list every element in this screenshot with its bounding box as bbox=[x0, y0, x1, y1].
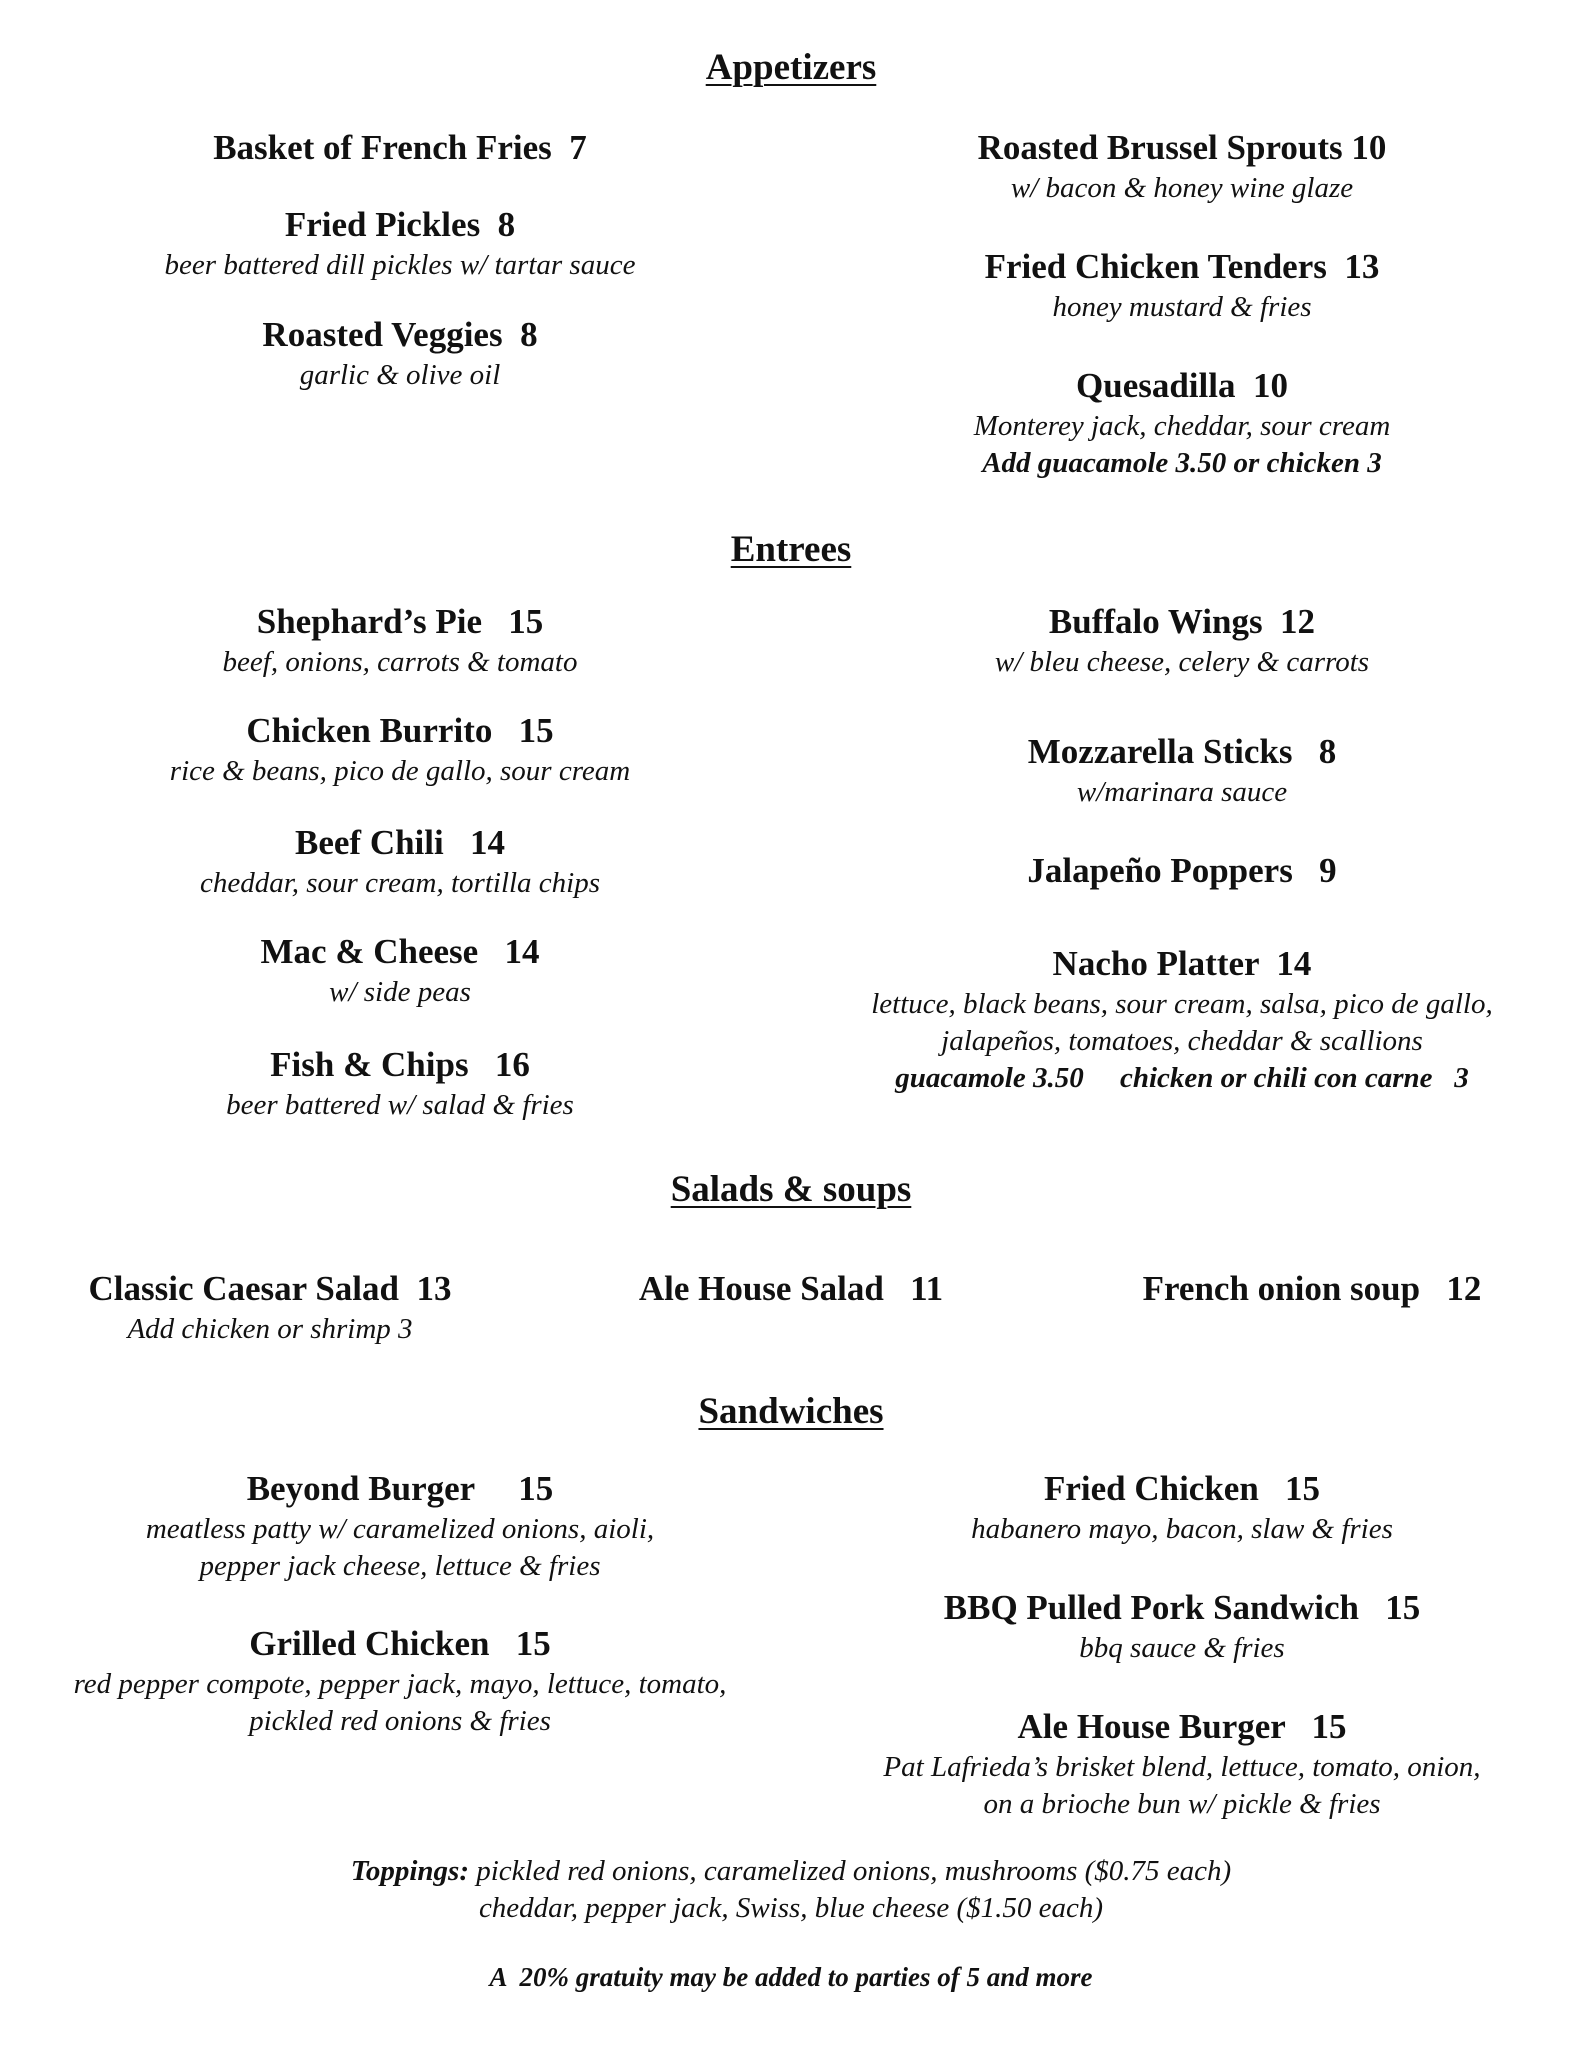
item-description: Pat Lafrieda’s brisket blend, lettuce, tomato, onion, bbox=[883, 1751, 1481, 1783]
menu-item-mozzarella-sticks bbox=[782, 730, 1582, 811]
item-description: cheddar, sour cream, tortilla chips bbox=[199, 867, 601, 899]
menu-item-french-onion-soup bbox=[1062, 1267, 1562, 1311]
item-name: Fried Pickles 8 bbox=[284, 205, 516, 244]
item-name: Shephard’s Pie 15 bbox=[256, 602, 544, 641]
toppings-line-1 bbox=[0, 1853, 1582, 1890]
menu-item-roasted-veggies bbox=[0, 313, 800, 394]
item-description: Add chicken or shrimp 3 bbox=[127, 1313, 413, 1345]
menu-item-ale-house-burger bbox=[782, 1705, 1582, 1823]
item-name: Beyond Burger 15 bbox=[246, 1469, 554, 1508]
item-description: beer battered w/ salad & fries bbox=[226, 1089, 574, 1121]
item-name: Nacho Platter 14 bbox=[1052, 944, 1312, 983]
item-name: Roasted Brussel Sprouts 10 bbox=[977, 128, 1387, 167]
menu-item-fried-chicken bbox=[782, 1467, 1582, 1548]
menu-item-mac-cheese bbox=[0, 930, 800, 1011]
menu-item-beyond-burger bbox=[0, 1467, 800, 1585]
menu-item-buffalo-wings bbox=[782, 600, 1582, 681]
item-name: Chicken Burrito 15 bbox=[246, 711, 554, 750]
item-description: beer battered dill pickles w/ tartar sauce bbox=[164, 249, 636, 281]
item-description: beef, onions, carrots & tomato bbox=[222, 646, 578, 678]
item-name: Ale House Burger 15 bbox=[1017, 1707, 1347, 1746]
menu-item-grilled-chicken bbox=[0, 1622, 800, 1740]
menu-item-jalapeno-poppers bbox=[782, 849, 1582, 893]
item-name: Basket of French Fries 7 bbox=[213, 128, 587, 167]
item-name: Buffalo Wings 12 bbox=[1048, 602, 1316, 641]
item-name: Mozzarella Sticks 8 bbox=[1027, 732, 1337, 771]
item-description: habanero mayo, bacon, slaw & fries bbox=[971, 1513, 1393, 1545]
item-description: meatless patty w/ caramelized onions, aioli, bbox=[145, 1513, 655, 1545]
item-name: Classic Caesar Salad 13 bbox=[88, 1269, 452, 1308]
menu-item-ale-house-salad bbox=[541, 1267, 1041, 1311]
item-description: pepper jack cheese, lettuce & fries bbox=[199, 1550, 601, 1582]
item-description: w/ bleu cheese, celery & carrots bbox=[994, 646, 1370, 678]
item-name: Mac & Cheese 14 bbox=[260, 932, 540, 971]
toppings-label: Toppings: bbox=[350, 1855, 469, 1887]
menu-item-caesar-salad bbox=[20, 1267, 520, 1348]
salads-heading: Salads & soups bbox=[670, 1169, 912, 1210]
menu-item-fish-chips bbox=[0, 1043, 800, 1124]
item-description: w/ bacon & honey wine glaze bbox=[1010, 172, 1354, 204]
sandwiches-heading: Sandwiches bbox=[698, 1391, 884, 1432]
item-description: bbq sauce & fries bbox=[1079, 1632, 1285, 1664]
menu-item-fried-pickles bbox=[0, 203, 800, 284]
menu-item-chicken-tenders bbox=[782, 245, 1582, 326]
menu-item-brussel-sprouts bbox=[782, 126, 1582, 207]
item-name: Ale House Salad 11 bbox=[638, 1269, 944, 1308]
item-description: lettuce, black beans, sour cream, salsa, pico de gallo, bbox=[871, 988, 1493, 1020]
item-name: Jalapeño Poppers 9 bbox=[1027, 851, 1337, 890]
menu-item-french-fries bbox=[0, 126, 800, 170]
item-description: honey mustard & fries bbox=[1052, 291, 1312, 323]
item-description: garlic & olive oil bbox=[299, 359, 501, 391]
item-name: Fried Chicken 15 bbox=[1043, 1469, 1321, 1508]
item-addon: guacamole 3.50 chicken or chili con carne 3 bbox=[895, 1062, 1469, 1094]
entrees-heading: Entrees bbox=[730, 529, 852, 570]
item-name: Quesadilla 10 bbox=[1076, 366, 1288, 405]
item-name: Fish & Chips 16 bbox=[270, 1045, 530, 1084]
menu-item-bbq-pulled-pork bbox=[782, 1586, 1582, 1667]
item-description: red pepper compote, pepper jack, mayo, lettuce, tomato, bbox=[73, 1668, 727, 1700]
gratuity-note: A 20% gratuity may be added to parties of 5 and more bbox=[489, 1962, 1093, 1992]
menu-item-chicken-burrito bbox=[0, 709, 800, 790]
item-description: Monterey jack, cheddar, sour cream bbox=[973, 410, 1391, 442]
menu-item-shephards-pie bbox=[0, 600, 800, 681]
item-description: w/ side peas bbox=[329, 976, 471, 1008]
item-name: BBQ Pulled Pork Sandwich 15 bbox=[943, 1588, 1421, 1627]
appetizers-heading: Appetizers bbox=[705, 47, 877, 88]
item-name: Grilled Chicken 15 bbox=[249, 1624, 551, 1663]
menu-item-beef-chili bbox=[0, 821, 800, 902]
item-name: Fried Chicken Tenders 13 bbox=[984, 247, 1380, 286]
menu-item-nacho-platter bbox=[782, 942, 1582, 1097]
item-description: on a brioche bun w/ pickle & fries bbox=[983, 1788, 1381, 1820]
item-description: pickled red onions & fries bbox=[249, 1705, 551, 1737]
toppings-text: pickled red onions, caramelized onions, mushrooms ($0.75 each) bbox=[468, 1855, 1232, 1887]
item-addon: Add guacamole 3.50 or chicken 3 bbox=[982, 447, 1382, 479]
item-name: Roasted Veggies 8 bbox=[262, 315, 538, 354]
item-name: Beef Chili 14 bbox=[295, 823, 505, 862]
item-description: jalapeños, tomatoes, cheddar & scallions bbox=[941, 1025, 1423, 1057]
toppings-line-2: cheddar, pepper jack, Swiss, blue cheese ($1.50 each) bbox=[478, 1892, 1104, 1924]
item-name: French onion soup 12 bbox=[1142, 1269, 1482, 1308]
item-description: w/marinara sauce bbox=[1076, 776, 1288, 808]
menu-item-quesadilla bbox=[782, 364, 1582, 482]
item-description: rice & beans, pico de gallo, sour cream bbox=[169, 755, 631, 787]
